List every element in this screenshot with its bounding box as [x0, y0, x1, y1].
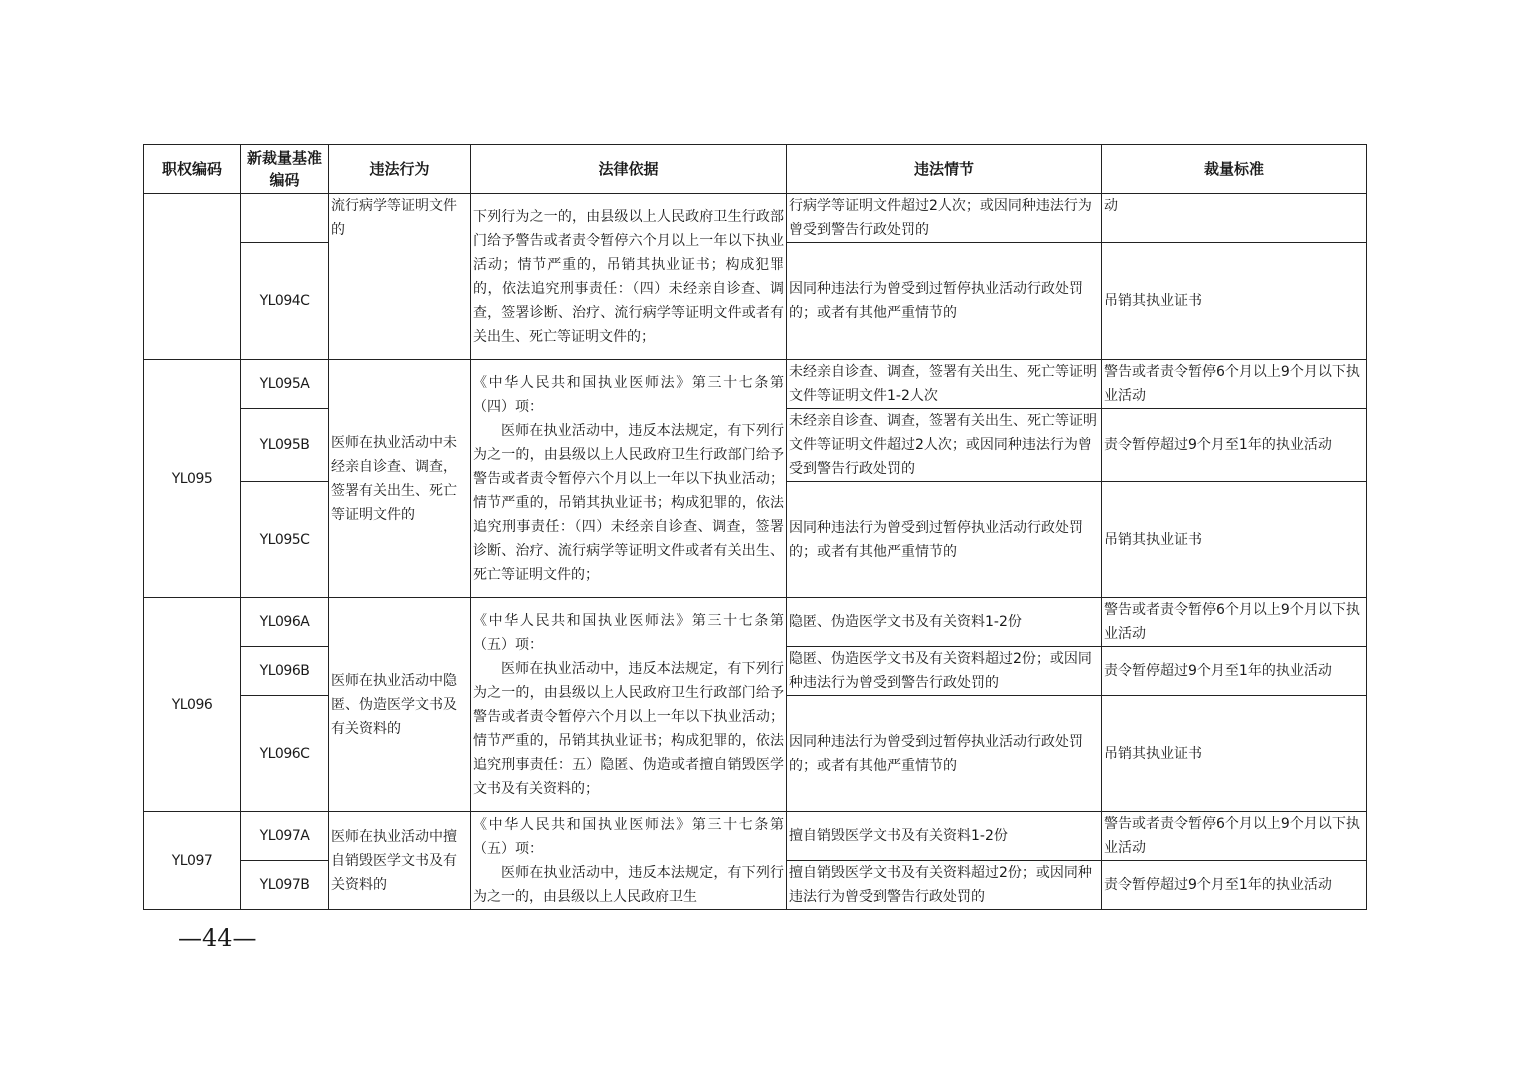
header-violation: 违法行为: [329, 145, 471, 194]
header-new-code: 新裁量基准编码: [241, 145, 329, 194]
authority-code-cell: [144, 194, 241, 360]
standard-cell: 动: [1102, 194, 1367, 243]
circumstance-cell: 隐匿、伪造医学文书及有关资料1-2份: [787, 598, 1102, 647]
legal-basis-body: 医师在执业活动中，违反本法规定，有下列行为之一的，由县级以上人民政府卫生行政部门给予警告或者责令暂停六个月以上一年以下执业活动；情节严重的，吊销其执业证书；构成犯罪的，依法追究刑事责任：（四）未经亲自诊查、调查，签署诊断、治疗、流行病学等证明文件或者有关出生、死亡等证明文件的；: [473, 422, 784, 583]
circumstance-cell: 擅自销毁医学文书及有关资料超过2份；或因同种违法行为曾受到警告行政处罚的: [787, 861, 1102, 910]
new-code-cell: YL095A: [241, 360, 329, 409]
new-code-cell: [241, 194, 329, 243]
standard-cell: 吊销其执业证书: [1102, 243, 1367, 360]
legal-basis-cell: [471, 360, 787, 598]
legal-basis-title: 《中华人民共和国执业医师法》第三十七条第（四）项：: [473, 374, 784, 415]
standard-cell: 吊销其执业证书: [1102, 482, 1367, 598]
standard-cell: 警告或者责令暂停6个月以上9个月以下执业活动: [1102, 598, 1367, 647]
circumstance-cell: 因同种违法行为曾受到过暂停执业活动行政处罚的；或者有其他严重情节的: [787, 243, 1102, 360]
new-code-cell: YL096B: [241, 647, 329, 696]
legal-basis-cell: [471, 812, 787, 910]
standard-cell: 吊销其执业证书: [1102, 696, 1367, 812]
circumstance-cell: 未经亲自诊查、调查，签署有关出生、死亡等证明文件等证明文件超过2人次；或因同种违法行为曾受到警告行政处罚的: [787, 409, 1102, 482]
legal-basis-body: 医师在执业活动中，违反本法规定，有下列行为之一的，由县级以上人民政府卫生行政部门给予警告或者责令暂停六个月以上一年以下执业活动；情节严重的，吊销其执业证书；构成犯罪的，依法追究刑事责任：五）隐匿、伪造或者擅自销毁医学文书及有关资料的；: [473, 660, 784, 797]
header-authority-code: 职权编码: [144, 145, 241, 194]
table-row: [144, 598, 1367, 647]
header-standard: 裁量标准: [1102, 145, 1367, 194]
violation-cell: 医师在执业活动中擅自销毁医学文书及有关资料的: [329, 812, 471, 910]
new-code-cell: YL095C: [241, 482, 329, 598]
legal-basis-cell: 下列行为之一的，由县级以上人民政府卫生行政部门给予警告或者责令暂停六个月以上一年以下执业活动；情节严重的，吊销其执业证书；构成犯罪的，依法追究刑事责任：（四）未经亲自诊查、调查，签署诊断、治疗、流行病学等证明文件或者有关出生、死亡等证明文件的；: [471, 194, 787, 360]
authority-code-cell: YL096: [144, 598, 241, 812]
violation-cell: 医师在执业活动中未经亲自诊查、调查，签署有关出生、死亡等证明文件的: [329, 360, 471, 598]
circumstance-cell: 未经亲自诊查、调查，签署有关出生、死亡等证明文件等证明文件1-2人次: [787, 360, 1102, 409]
authority-code-cell: YL095: [144, 360, 241, 598]
violation-cell: 医师在执业活动中隐匿、伪造医学文书及有关资料的: [329, 598, 471, 812]
new-code-cell: YL095B: [241, 409, 329, 482]
new-code-cell: YL097A: [241, 812, 329, 861]
table-header-row: [144, 145, 1367, 194]
legal-basis-cell: [471, 598, 787, 812]
standard-cell: 责令暂停超过9个月至1年的执业活动: [1102, 409, 1367, 482]
circumstance-cell: 隐匿、伪造医学文书及有关资料超过2份；或因同种违法行为曾受到警告行政处罚的: [787, 647, 1102, 696]
table-row: [144, 812, 1367, 861]
legal-basis-title: 《中华人民共和国执业医师法》第三十七条第（五）项：: [473, 612, 784, 653]
standard-cell: 责令暂停超过9个月至1年的执业活动: [1102, 647, 1367, 696]
circumstance-cell: 因同种违法行为曾受到过暂停执业活动行政处罚的；或者有其他严重情节的: [787, 482, 1102, 598]
circumstance-cell: 因同种违法行为曾受到过暂停执业活动行政处罚的；或者有其他严重情节的: [787, 696, 1102, 812]
new-code-cell: YL096A: [241, 598, 329, 647]
violation-cell: 流行病学等证明文件的: [329, 194, 471, 360]
new-code-cell: YL094C: [241, 243, 329, 360]
page-number: —44—: [178, 924, 257, 952]
authority-code-cell: YL097: [144, 812, 241, 910]
table-row: [144, 194, 1367, 243]
legal-basis-body: 医师在执业活动中，违反本法规定，有下列行为之一的，由县级以上人民政府卫生: [473, 864, 784, 905]
standard-cell: 警告或者责令暂停6个月以上9个月以下执业活动: [1102, 812, 1367, 861]
standard-cell: 警告或者责令暂停6个月以上9个月以下执业活动: [1102, 360, 1367, 409]
penalty-standards-table: [143, 144, 1367, 910]
new-code-cell: YL097B: [241, 861, 329, 910]
circumstance-cell: 擅自销毁医学文书及有关资料1-2份: [787, 812, 1102, 861]
legal-basis-title: 《中华人民共和国执业医师法》第三十七条第（五）项：: [473, 816, 784, 857]
standard-cell: 责令暂停超过9个月至1年的执业活动: [1102, 861, 1367, 910]
circumstance-cell: 行病学等证明文件超过2人次；或因同种违法行为曾受到警告行政处罚的: [787, 194, 1102, 243]
table-row: [144, 360, 1367, 409]
new-code-cell: YL096C: [241, 696, 329, 812]
header-circumstance: 违法情节: [787, 145, 1102, 194]
header-legal-basis: 法律依据: [471, 145, 787, 194]
